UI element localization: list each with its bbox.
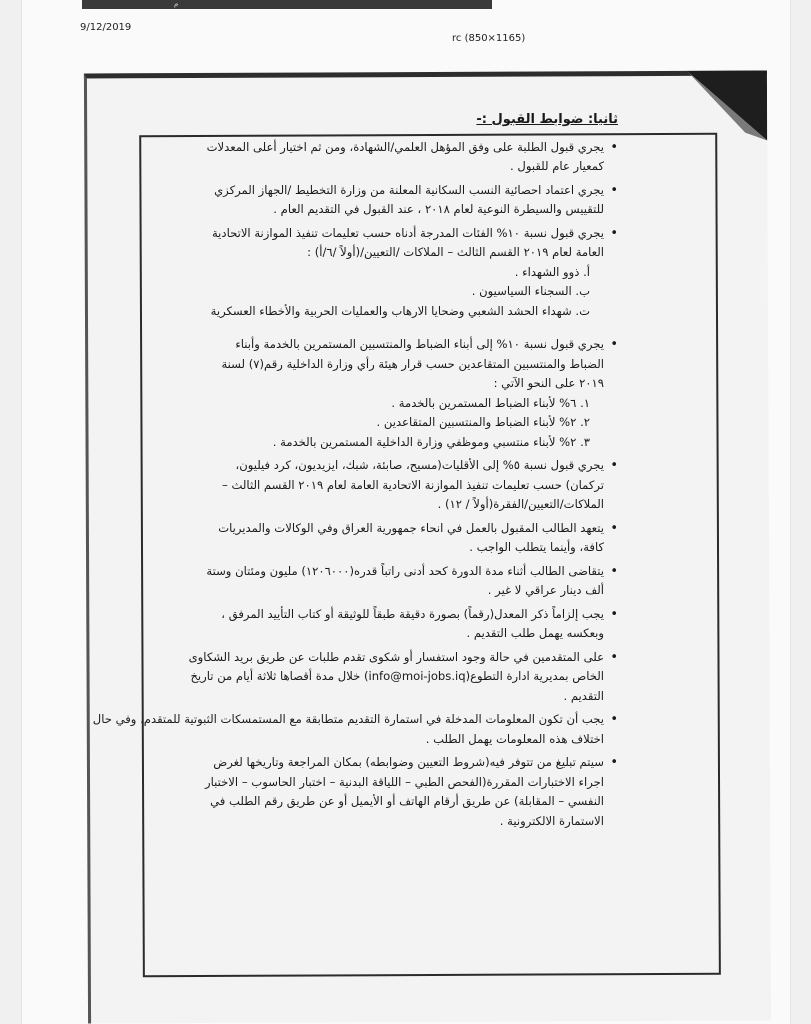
clause-4 <box>70 335 618 452</box>
text-line: وبعكسه يهمل طلب التقديم . <box>466 626 604 640</box>
clause-11 <box>70 753 618 831</box>
sub-item: ب. السجناء السياسيون . <box>471 284 590 298</box>
text-line: الاستمارة الالكترونية . <box>499 813 604 828</box>
text-line: النفسي – المقابلة) عن طريق أرقام الهاتف أو الأيميل أو عن طريق رقم الطلب في <box>210 794 604 808</box>
clause-1 <box>70 138 618 177</box>
text-line: • يجري قبول نسبة ١٠% إلى أبناء الضباط والمنتسبين المستمرين بالخدمة وأبناء <box>235 337 604 351</box>
scan-top-bar <box>82 0 492 9</box>
text-line: تركمان) حسب تعليمات تنفيذ الموازنة الاتحادية العامة لعام ٢٠١٩ القسم الثالث – <box>222 477 604 492</box>
clause-2 <box>70 181 618 220</box>
text-line: كمعيار عام للقبول . <box>510 159 604 173</box>
clause-8 <box>70 605 618 644</box>
text-line: • يجري قبول الطلبة على وفق المؤهل العلمي/الشهادة، ومن ثم اختيار أعلى المعدلات <box>206 139 604 154</box>
text-line: الخاص بمديرية ادارة التطوع(info@moi-jobs.iq) خلال مدة أقصاها ثلاثة أيام من تاريخ <box>190 669 604 683</box>
clause-9 <box>70 648 618 707</box>
text-line: • يجب إلزاماً ذكر المعدل(رقماً) بصورة دقيقة طبقاً للوثيقة أو كتاب التأييد المرفق ، <box>221 606 604 621</box>
text-line: • يجب أن تكون المعلومات المدخلة في استمارة التقديم متطابقة مع المستمسكات الثبوتية للمتقدم، وفي حال <box>92 712 604 726</box>
text-line: كافة، وأينما يتطلب الواجب . <box>469 540 604 554</box>
text-line: ٢٠١٩ على النحو الآتي : <box>493 376 604 390</box>
sub-item: ١. ٦% لأبناء الضباط المستمرين بالخدمة . <box>391 395 590 410</box>
sub-item: ت. شهداء الحشد الشعبي وضحايا الارهاب والعمليات الحربية والأخطاء العسكرية <box>210 303 590 318</box>
text-line: • على المتقدمين في حالة وجود استفسار أو شكوى تقدم طلبات عن طريق بريد الشكاوى <box>188 649 604 664</box>
text-line: • يجري قبول نسبة ٥% إلى الأقليات(مسيح، صابئة، شبك، ايزيديون، كرد فيليون، <box>235 458 604 472</box>
text-line: ألف دينار عراقي لا غير . <box>487 583 604 597</box>
text-line: للتقييس والسيطرة النوعية لعام ٢٠١٨ ، عند القبول في التقديم العام . <box>273 202 604 216</box>
bar-mark: م <box>174 0 179 8</box>
text-line: • سيتم تبليغ من تتوفر فيه(شروط التعيين وضوابطه) بمكان المراجعة وتاريخها لغرض <box>213 755 604 769</box>
section-heading: ثانيا: ضوابط القبول :- <box>476 112 618 127</box>
print-title: rc (850×1165) <box>452 33 526 44</box>
text-line: • يتقاضى الطالب أثناء مدة الدورة كحد أدنى راتباً قدره(١٢٠٦٠٠٠) مليون ومئتان وستة <box>206 563 604 578</box>
document-content <box>70 110 618 835</box>
sub-item: ٣. ٢% لأبناء منتسبي وموظفي وزارة الداخلية المستمرين بالخدمة . <box>272 434 590 449</box>
sub-item: ٢. ٢% لأبناء الضباط والمنتسبين المتقاعدين . <box>376 415 590 429</box>
text-line: الملاكات/التعيين/الفقرة(أولاً / ١٢) . <box>437 497 604 511</box>
clause-5 <box>70 456 618 515</box>
sub-item: أ. ذوو الشهداء . <box>514 264 590 279</box>
text-line: الضباط والمنتسبين المتقاعدين حسب قرار هيئة رأي وزارة الداخلية رقم(٧) لسنة <box>221 356 604 371</box>
text-line: • يجري قبول نسبة ١٠% الفئات المدرجة أدناه حسب تعليمات تنفيذ الموازنة الاتحادية <box>211 225 604 240</box>
clause-10 <box>70 710 618 749</box>
print-date: 9/12/2019 <box>80 22 132 33</box>
text-line: اختلاف هذه المعلومات يهمل الطلب . <box>425 731 604 746</box>
text-line: التقديم . <box>563 688 604 703</box>
folded-corner <box>687 71 767 141</box>
clause-3 <box>70 224 618 322</box>
text-line: العامة لعام ٢٠١٩ القسم الثالث – الملاكات /التعيين/(أولاً /٦/أ) : <box>307 245 604 259</box>
text-line: اجراء الاختبارات المقررة(الفحص الطبي – اللياقة البدنية – اختبار الحاسوب – الاختبار <box>205 774 604 789</box>
clause-7 <box>70 562 618 601</box>
clause-6 <box>70 519 618 558</box>
text-line: • يتعهد الطالب المقبول بالعمل في انحاء جمهورية العراق وفي الوكالات والمديريات <box>218 520 604 535</box>
text-line: • يجري اعتماد احصائية النسب السكانية المعلنة من وزارة التخطيط /الجهاز المركزي <box>214 182 604 197</box>
